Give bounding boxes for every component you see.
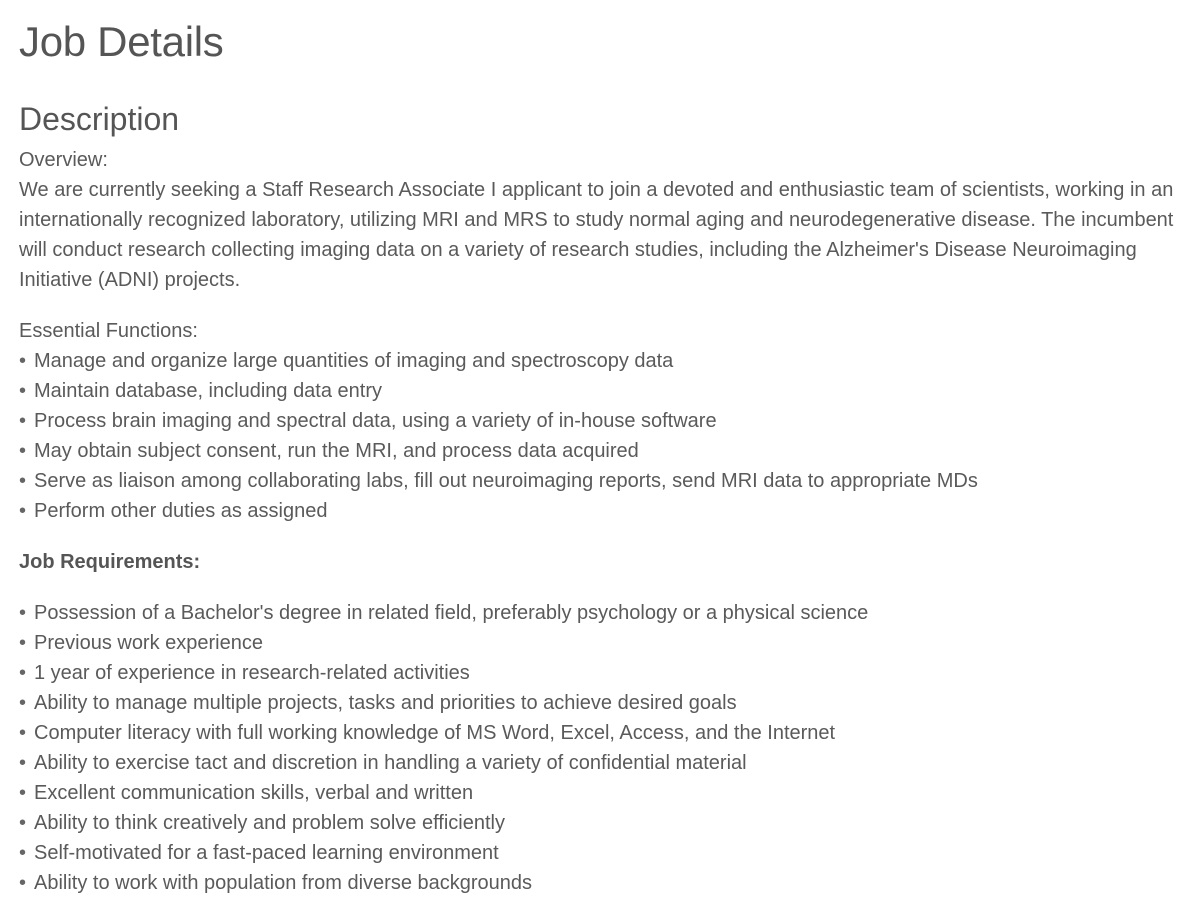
job-requirements-heading: Job Requirements:	[19, 551, 201, 573]
spacer	[19, 295, 1181, 316]
list-item: • May obtain subject consent, run the MRI, and process data acquired	[19, 436, 1181, 466]
list-item: • Ability to manage multiple projects, tasks and priorities to achieve desired goals	[19, 688, 1181, 718]
essential-functions-list	[19, 346, 1181, 526]
list-item: • Computer literacy with full working knowledge of MS Word, Excel, Access, and the Internet	[19, 718, 1181, 748]
page-title: Job Details	[19, 18, 224, 65]
description-title: Description	[19, 101, 180, 137]
list-item: • Serve as liaison among collaborating labs, fill out neuroimaging reports, send MRI data to appropriate MDs	[19, 466, 1181, 496]
list-item: • Perform other duties as assigned	[19, 496, 1181, 526]
overview-text: We are currently seeking a Staff Research Associate I applicant to join a devoted and enthusiastic team of scientists, working in an internationally recognized laboratory, utilizing MRI and MRS to study normal aging and neurodegenerative disease. The incumbent will conduct research collecting imaging data on a variety of research studies, including the Alzheimer's Disease Neuroimaging Initiative (ADNI) projects.	[19, 179, 1174, 291]
list-item: • Self-motivated for a fast-paced learning environment	[19, 838, 1181, 868]
list-item: • 1 year of experience in research-related activities	[19, 658, 1181, 688]
list-item: • Excellent communication skills, verbal and written	[19, 778, 1181, 808]
list-item: • Possession of a Bachelor's degree in related field, preferably psychology or a physical science	[19, 598, 1181, 628]
essential-functions-label: Essential Functions:	[19, 320, 198, 342]
job-requirements-list	[19, 598, 1181, 898]
spacer	[19, 526, 1181, 547]
description-body	[19, 145, 1181, 898]
list-item: • Manage and organize large quantities of imaging and spectroscopy data	[19, 346, 1181, 376]
description-section	[19, 99, 1181, 898]
list-item: • Ability to work with population from diverse backgrounds	[19, 868, 1181, 898]
list-item: • Ability to exercise tact and discretion in handling a variety of confidential material	[19, 748, 1181, 778]
list-item: • Previous work experience	[19, 628, 1181, 658]
overview-label: Overview:	[19, 149, 108, 171]
list-item: • Ability to think creatively and problem solve efficiently	[19, 808, 1181, 838]
list-item: • Process brain imaging and spectral data, using a variety of in-house software	[19, 406, 1181, 436]
list-item: • Maintain database, including data entry	[19, 376, 1181, 406]
